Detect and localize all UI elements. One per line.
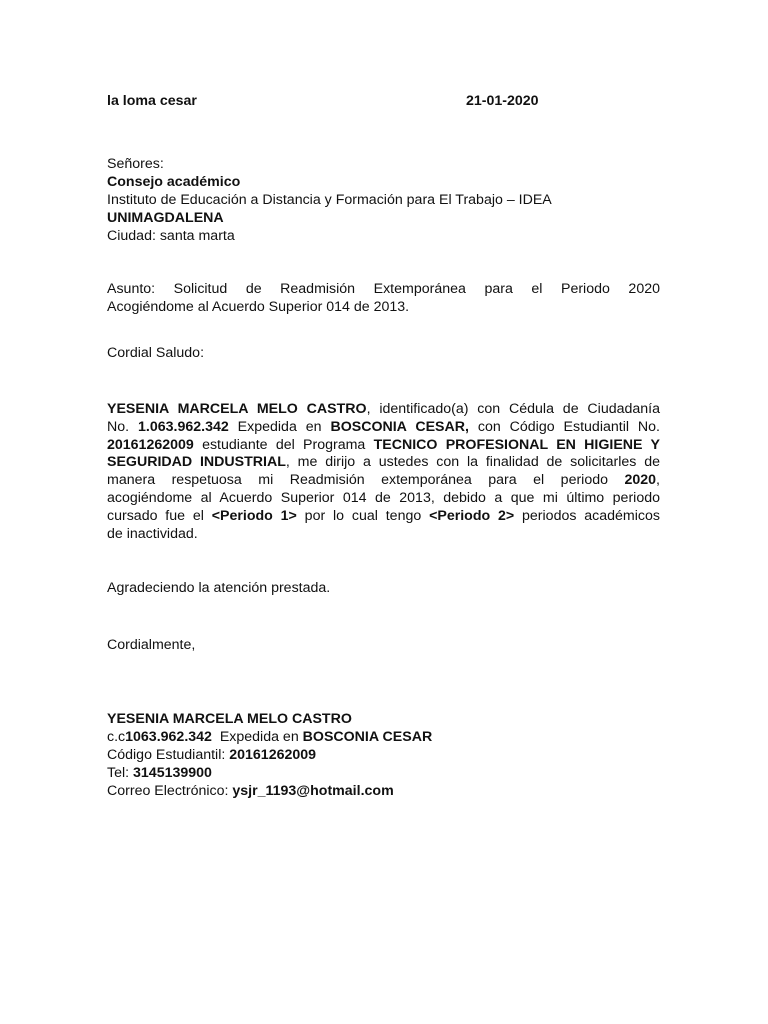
thanks-line: Agradeciendo la atención prestada.	[107, 580, 331, 596]
issued-in: BOSCONIA CESAR,	[330, 418, 469, 435]
body-line: acogiéndome al Acuerdo Superior 014 de 2013, debido a que mi último periodo	[107, 489, 660, 506]
recipient-institute: Instituto de Educación a Distancia y Formación para El Trabajo – IDEA	[107, 192, 552, 208]
body-line: SEGURIDAD INDUSTRIAL, me dirijo a ustedes con la finalidad de solicitarles de	[107, 454, 661, 471]
signature-code: 20161262009	[229, 747, 317, 763]
body-line: No. 1.063.962.342 Expedida en BOSCONIA CESAR, con Código Estudiantil No.	[107, 418, 660, 435]
greeting: Cordial Saludo:	[107, 345, 205, 361]
subject-line: Acogiéndome al Acuerdo Superior 014 de 2013.	[107, 298, 410, 315]
letter-place: la loma cesar	[107, 93, 197, 109]
signature-id-line: c.c1063.962.342 Expedida en BOSCONIA CESAR	[107, 729, 433, 745]
student-name: YESENIA MARCELA MELO CASTRO	[107, 401, 367, 417]
body-line: 20161262009 estudiante del Programa TECNICO PROFESIONAL EN HIGIENE Y	[107, 436, 660, 453]
period-year: 2020	[624, 472, 657, 489]
signature-name: YESENIA MARCELA MELO CASTRO	[107, 711, 352, 727]
body-line: cursado fue el <Periodo 1> por lo cual tengo <Periodo 2> periodos académicos	[107, 507, 660, 524]
recipient-university: UNIMAGDALENA	[107, 210, 224, 226]
program-name-cont: SEGURIDAD INDUSTRIAL	[107, 454, 286, 471]
signature-email: ysjr_1193@hotmail.com	[232, 783, 394, 799]
signature-cc-number: 1063.962.342	[125, 729, 212, 745]
signature-phone-line: Tel: 3145139900	[107, 765, 212, 781]
body-line: manera respetuosa mi Readmisión extemporánea para el periodo 2020,	[107, 472, 660, 489]
subject-line: Asunto: Solicitud de Readmisión Extemporánea para el Periodo 2020	[107, 281, 660, 297]
closing-line: Cordialmente,	[107, 637, 196, 653]
letter-date: 21-01-2020	[466, 93, 539, 109]
recipient-city: Ciudad: santa marta	[107, 228, 235, 244]
period-1-placeholder: <Periodo 1>	[211, 507, 297, 524]
program-name: TECNICO PROFESIONAL EN HIGIENE Y	[373, 436, 660, 453]
id-number: 1.063.962.342	[138, 418, 229, 435]
body-line: de inactividad.	[107, 525, 198, 542]
recipient-council: Consejo académico	[107, 174, 241, 190]
student-code: 20161262009	[107, 436, 194, 453]
period-2-placeholder: <Periodo 2>	[429, 507, 515, 524]
subject-block	[107, 281, 660, 317]
recipient-salutation: Señores:	[107, 156, 164, 172]
signature-issued-place: BOSCONIA CESAR	[302, 729, 433, 745]
signature-email-line: Correo Electrónico: ysjr_1193@hotmail.com	[107, 783, 394, 799]
body-paragraph	[107, 401, 660, 543]
signature-code-line: Código Estudiantil: 20161262009	[107, 747, 317, 763]
signature-phone: 3145139900	[133, 765, 212, 781]
body-line: YESENIA MARCELA MELO CASTRO, identificado(a) con Cédula de Ciudadanía	[107, 401, 660, 417]
